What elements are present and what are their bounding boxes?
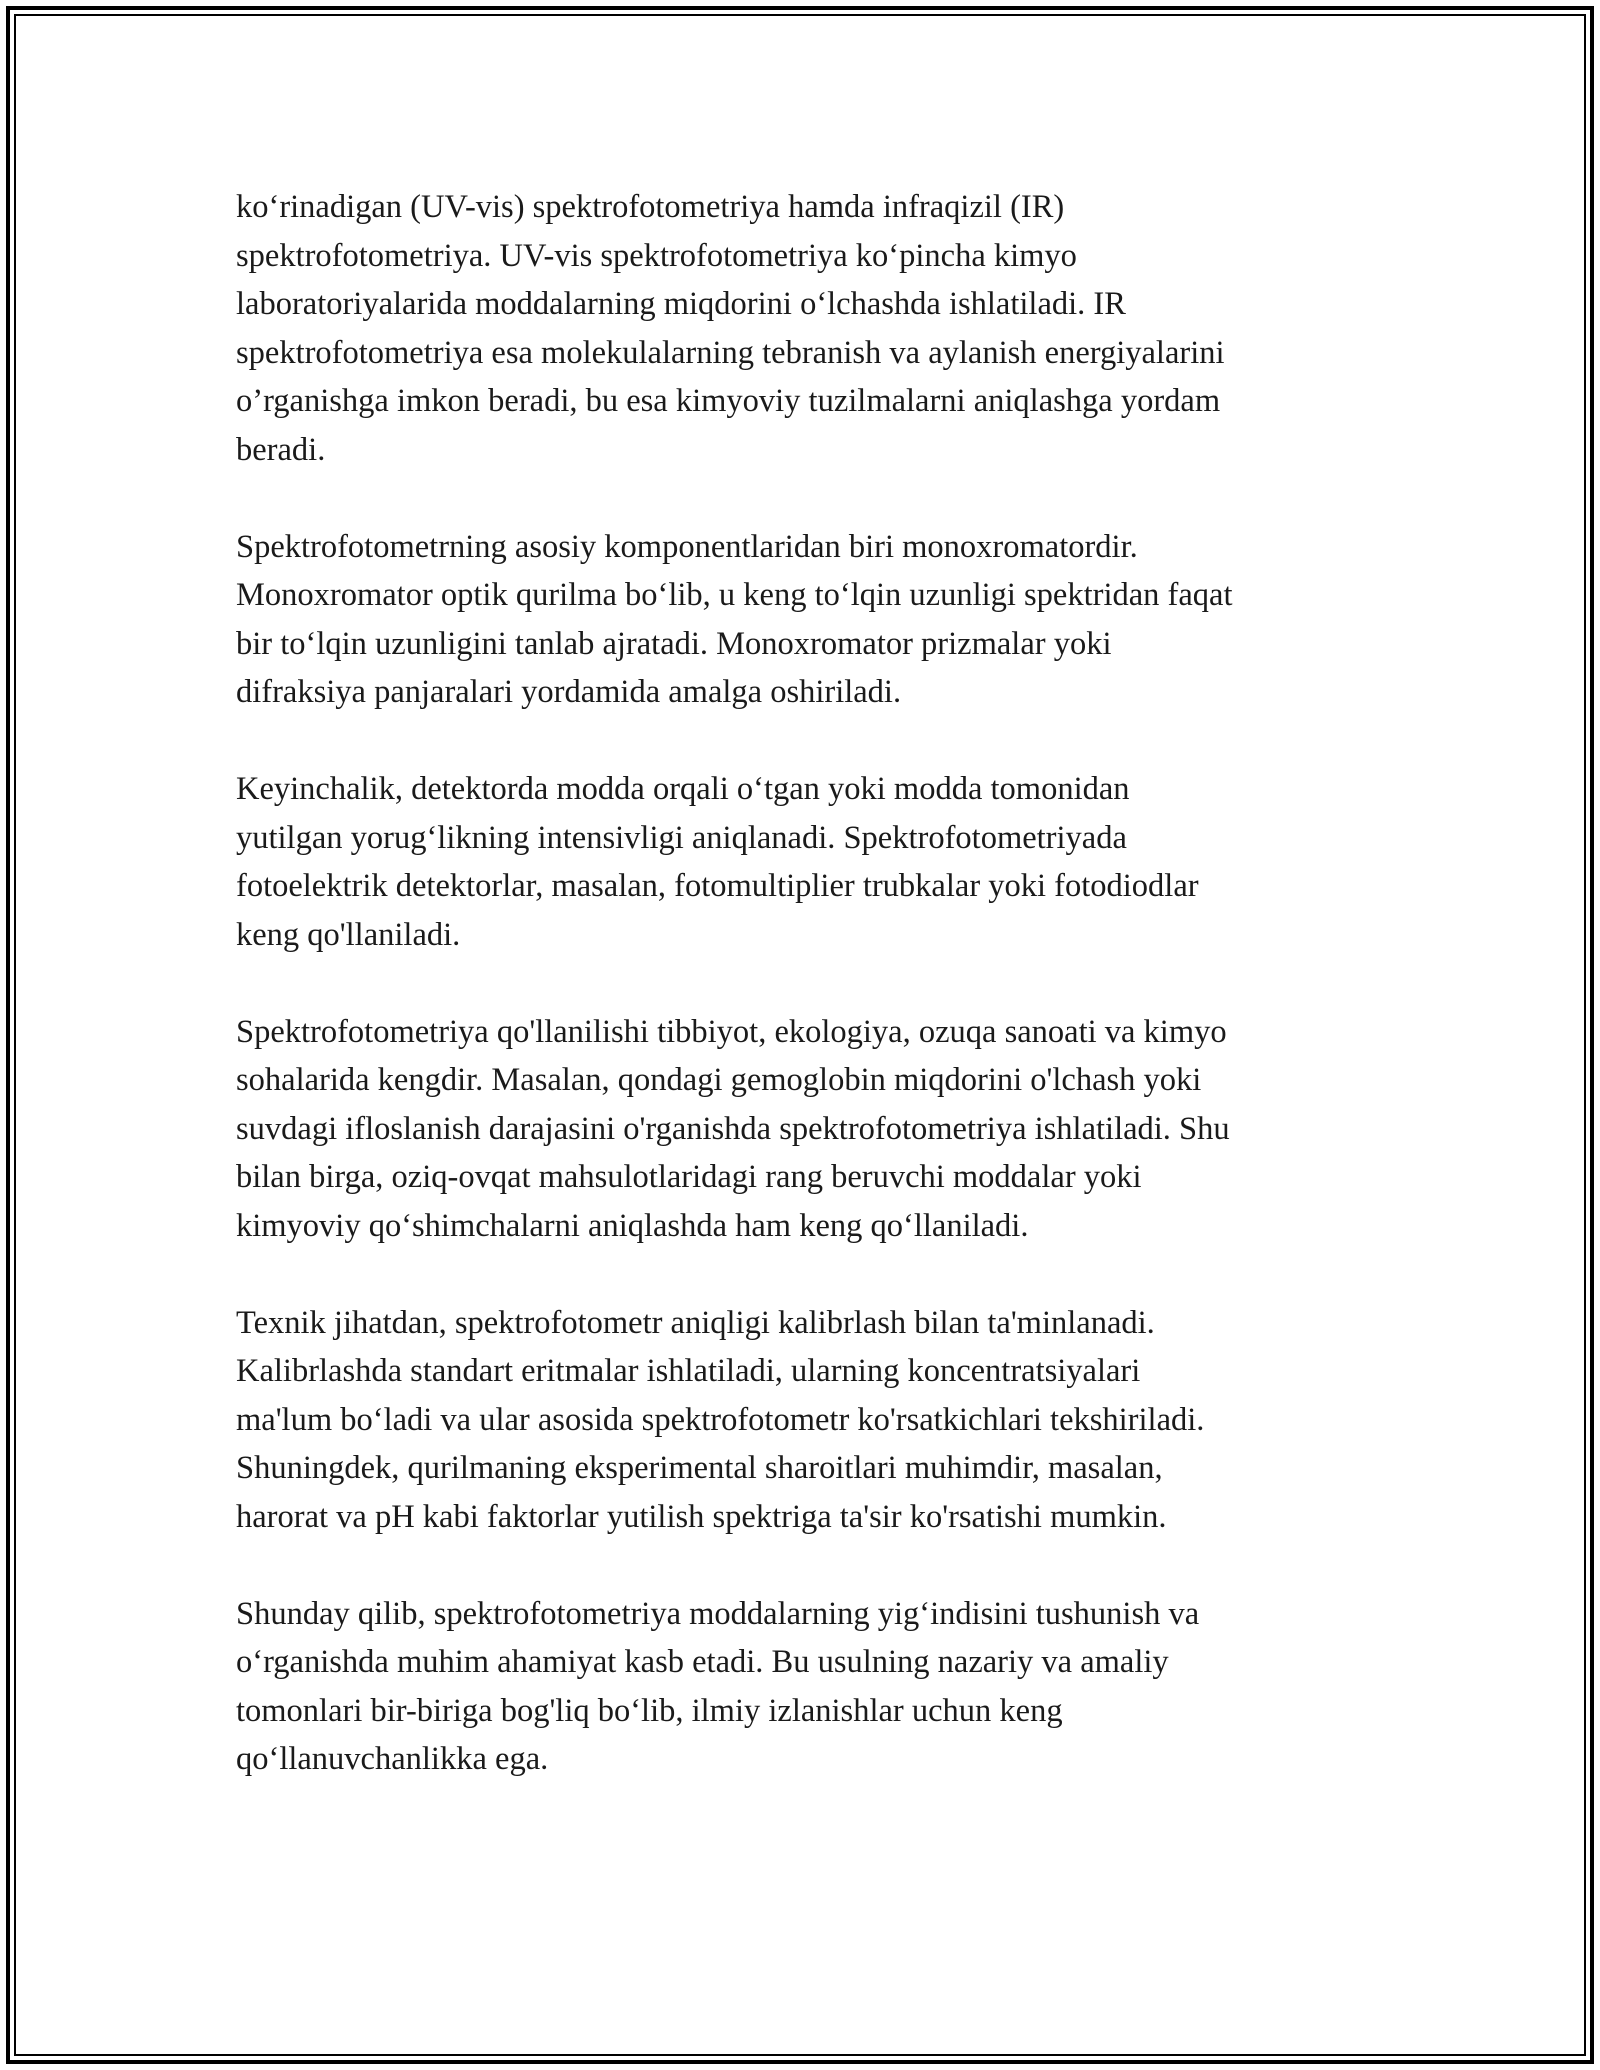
text-line: Keyinchalik, detektorda modda orqali o‘tgan yoki modda tomonidan [236,771,1130,807]
text-line: tomonlari bir-biriga bog'liq bo‘lib, ilmiy izlanishlar uchun keng [236,1692,1063,1729]
text-line: Monoxromator optik qurilma bo‘lib, u keng to‘lqin uzunligi spektridan faqat [236,577,1233,613]
paragraph-1 [236,183,1376,474]
document-body [236,183,1376,1832]
text-line: spektrofotometriya esa molekulalarning tebranish va aylanish energiyalarini [236,334,1225,371]
text-line: Texnik jihatdan, spektrofotometr aniqligi kalibrlash bilan ta'minlanadi. [236,1304,1155,1341]
text-line: spektrofotometriya. UV-vis spektrofotometriya ko‘pincha kimyo [236,237,1077,274]
text-line: Shunday qilib, spektrofotometriya moddalarning yig‘indisini tushunish va [236,1595,1200,1632]
text-line: bilan birga, oziq-ovqat mahsulotlaridagi rang beruvchi moddalar yoki [236,1159,1142,1195]
text-line: Spektrofotometriya qo'llanilishi tibbiyot, ekologiya, ozuqa sanoati va kimyo [236,1013,1227,1050]
text-line: laboratoriyalarida moddalarning miqdorini o‘lchashda ishlatiladi. IR [236,286,1126,322]
text-line: ko‘rinadigan (UV-vis) spektrofotometriya hamda infraqizil (IR) [236,189,1065,225]
text-line: yutilgan yorug‘likning intensivligi aniqlanadi. Spektrofotometriyada [236,819,1127,856]
text-line: beradi. [236,431,326,468]
text-line: ma'lum bo‘ladi va ular asosida spektrofotometr ko'rsatkichlari tekshiriladi. [236,1401,1205,1438]
text-line: Kalibrlashda standart eritmalar ishlatiladi, ularning koncentratsiyalari [236,1353,1141,1389]
text-line: o’rganishga imkon beradi, bu esa kimyoviy tuzilmalarni aniqlashga yordam [236,383,1221,419]
paragraph-3 [236,765,1376,959]
paragraph-4 [236,1008,1376,1251]
text-line: o‘rganishda muhim ahamiyat kasb etadi. Bu usulning nazariy va amaliy [236,1644,1169,1680]
text-line: bir to‘lqin uzunligini tanlab ajratadi. Monoxromator prizmalar yoki [236,625,1112,662]
text-line: difraksiya panjaralari yordamida amalga oshiriladi. [236,674,902,710]
text-line: keng qo'llaniladi. [236,916,461,953]
text-line: suvdagi ifloslanish darajasini o'rganishda spektrofotometriya ishlatiladi. Shu [236,1110,1230,1147]
text-line: Shuningdek, qurilmaning eksperimental sharoitlari muhimdir, masalan, [236,1450,1163,1486]
paragraph-6 [236,1590,1376,1784]
paragraph-2 [236,523,1376,717]
text-line: sohalarida kengdir. Masalan, qondagi gemoglobin miqdorini o'lchash yoki [236,1062,1202,1098]
text-line: Spektrofotometrning asosiy komponentlaridan biri monoxromatordir. [236,528,1138,565]
text-line: fotoelektrik detektorlar, masalan, fotomultiplier trubkalar yoki fotodiodlar [236,868,1199,904]
paragraph-5 [236,1299,1376,1542]
text-line: harorat va pH kabi faktorlar yutilish spektriga ta'sir ko'rsatishi mumkin. [236,1498,1167,1535]
text-line: qo‘llanuvchanlikka ega. [236,1741,549,1777]
text-line: kimyoviy qo‘shimchalarni aniqlashda ham keng qo‘llaniladi. [236,1207,1029,1244]
